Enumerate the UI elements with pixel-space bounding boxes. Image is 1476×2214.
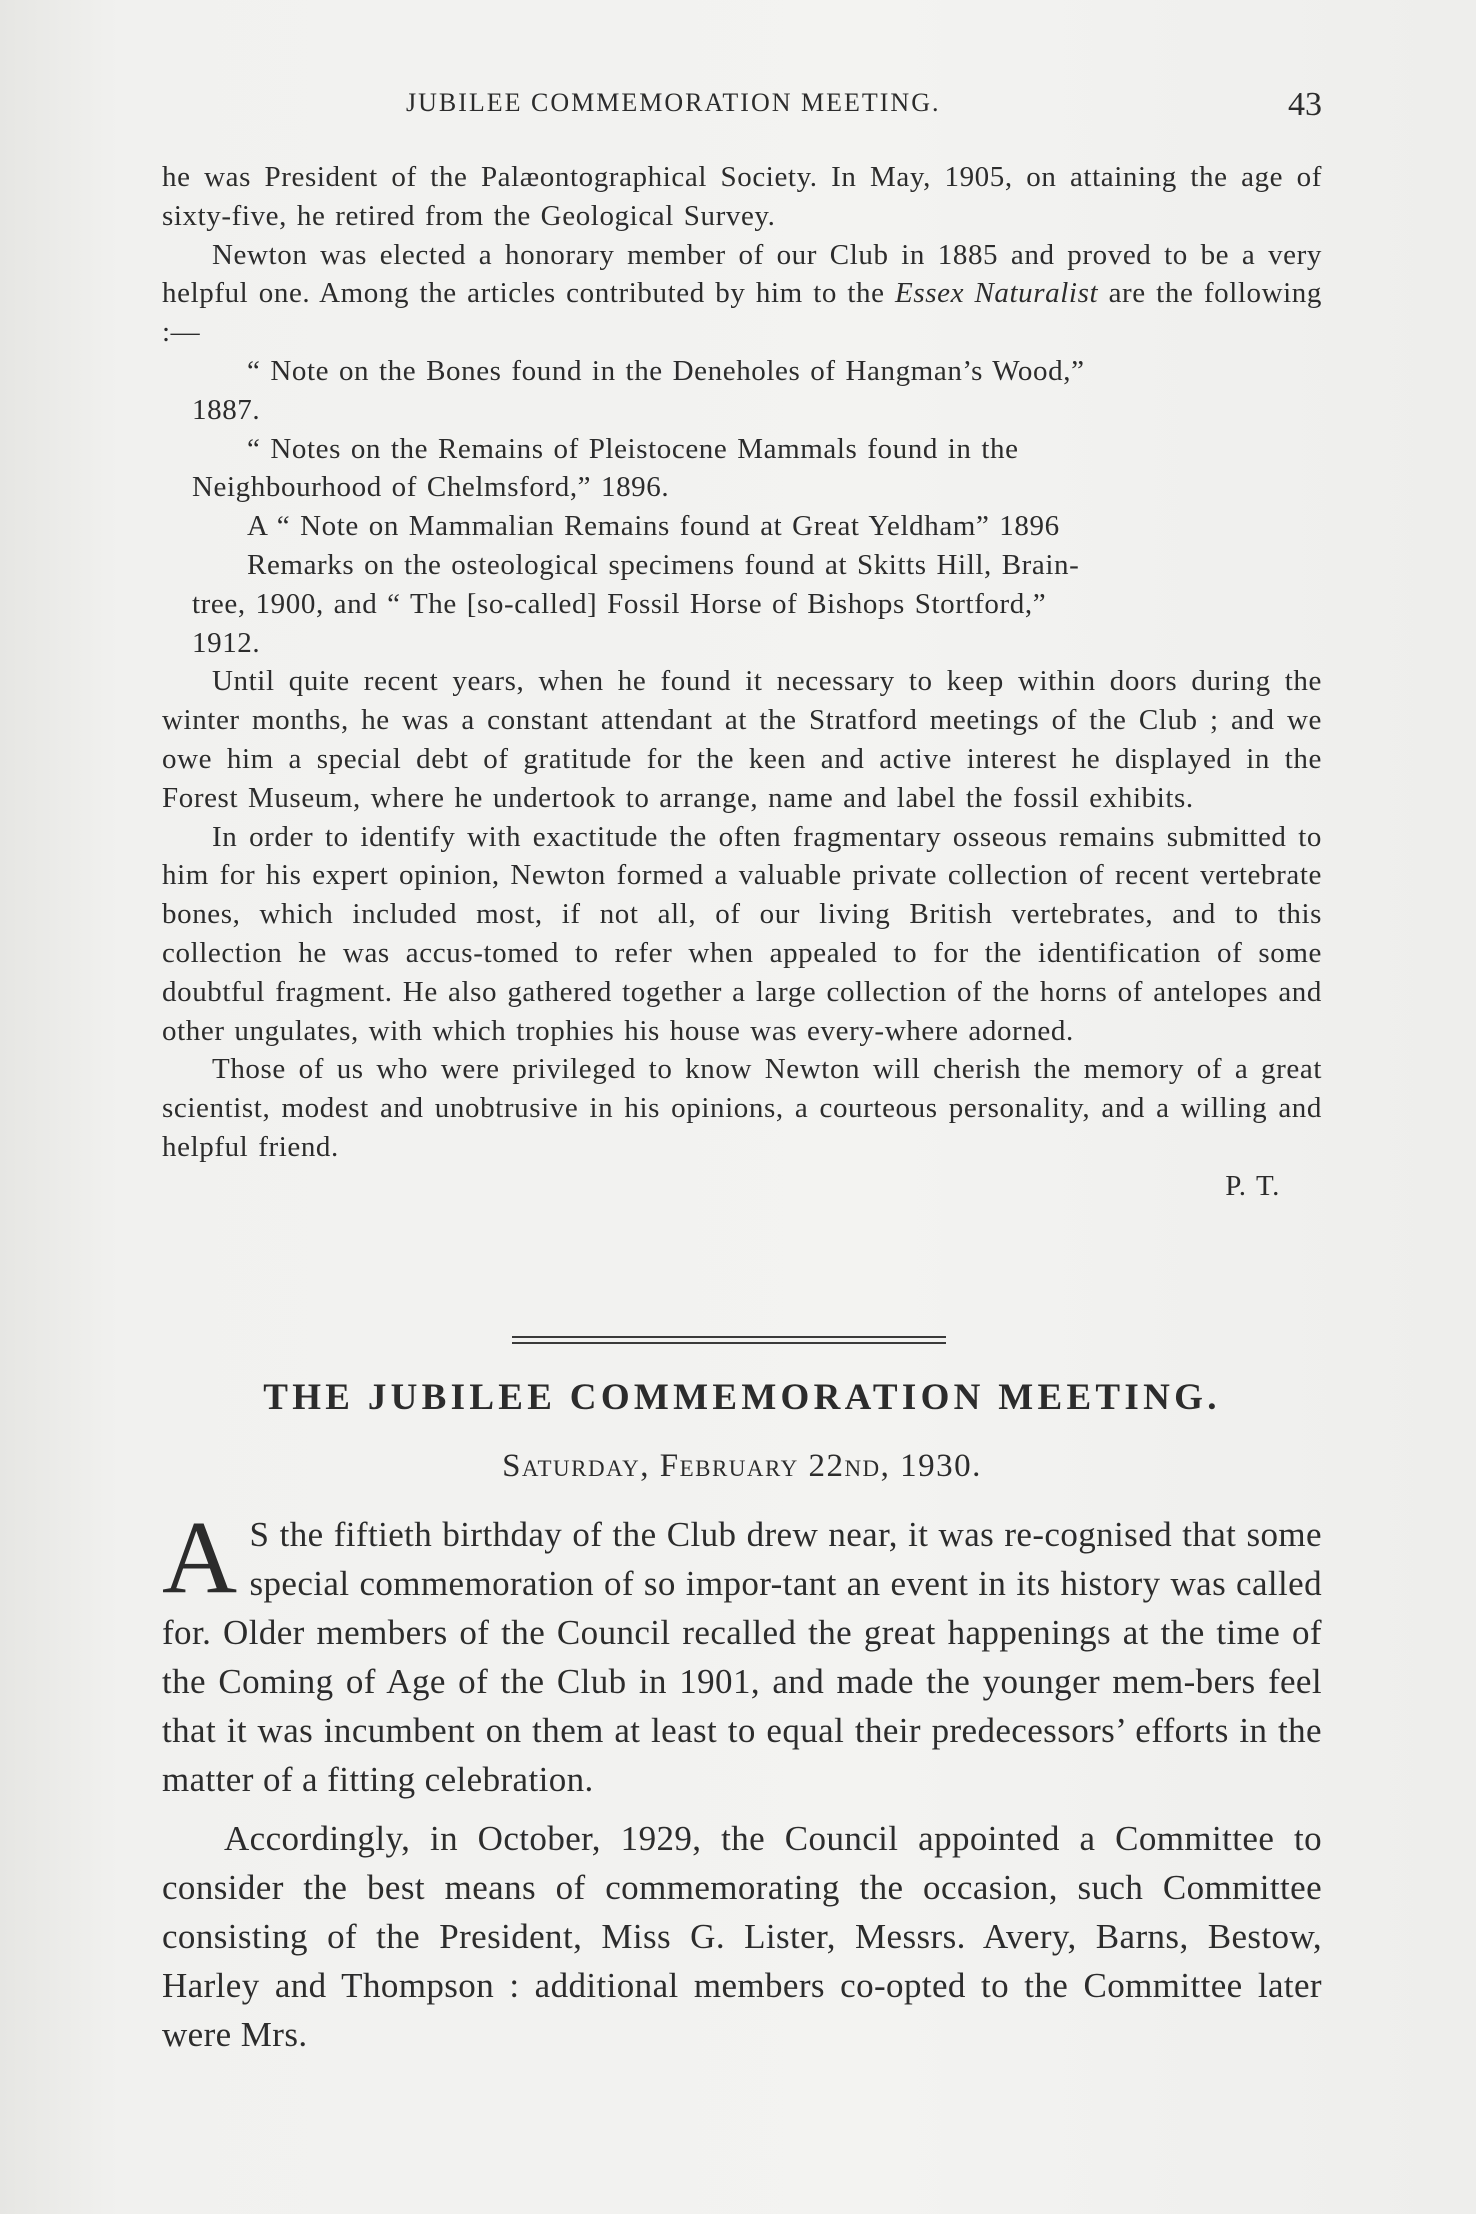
obituary-paragraph-4: In order to identify with exactitude the often fragmentary osseous remains submitted to him for his expert opinion, Newton formed a valuable private collection of recent vertebrate bones, which included most, if not all, of our living British vertebrates, and to this collection he was accus-tomed to refer when appealed to for the identification of some doubtful fragment. He also gathered together a large collection of the horns of antelopes and other ungulates, with which trophies his house was every-where adorned. — [162, 820, 1322, 1047]
section-paragraph-1-text: S the fiftieth birthday of the Club drew near, it was re-cognised that some special commemoration of so impor-tant an event in its history was called for. Older members of the Council recalled the great happenings at the time of the Coming of Age of the Club in 1901, and made the younger mem-bers feel that it was incumbent on them at least to equal their predecessors’ efforts in the matter of a fitting celebration. — [162, 1515, 1322, 1799]
obituary-paragraph-3: Until quite recent years, when he found it necessary to keep within doors during the winter months, he was a constant attendant at the Stratford meetings of the Club ; and we owe him a special debt of gratitude for the keen and active interest he displayed in the Forest Museum, where he undertook to arrange, name and label the fossil exhibits. — [162, 665, 1322, 814]
obituary-paragraph-1: he was President of the Palæontographical Society. In May, 1905, on attaining the age of sixty-five, he retired from the Geological Survey. — [162, 161, 1322, 232]
reference-4-line-2: tree, 1900, and “ The [so-called] Fossil Horse of Bishops Stortford,” — [192, 587, 1047, 620]
reference-1-line-2: 1887. — [192, 393, 261, 426]
section-date: Saturday, February 22nd, 1930. — [502, 1448, 982, 1484]
section-paragraph-2: Accordingly, in October, 1929, the Council appointed a Committee to consider the best means of commemorating the occasion, such Committee consisting of the President, Miss G. Lister, Messrs. Avery, Barns, Bestow, Harley and Thompson : additional members co-opted to the Committee later were Mrs. — [162, 1819, 1322, 2054]
obituary-paragraph-5: Those of us who were privileged to know Newton will cherish the memory of a great scientist, modest and unobtrusive in his opinions, a courteous personality, and a willing and helpful friend. — [162, 1053, 1322, 1163]
obituary-paragraph-2-start: Newton was elected a honorary member of our Club in 1885 and proved to be a very helpful one. Among the articles contributed by him to the — [162, 238, 1322, 310]
reference-3: A “ Note on Mammalian Remains found at Great Yeldham” 1896 — [247, 510, 1060, 543]
journal-title: Essex Naturalist — [895, 277, 1099, 310]
obituary-paragraph-2-end: are the following :— — [162, 277, 1323, 349]
reference-4-line-3: 1912. — [192, 626, 261, 659]
section-title: THE JUBILEE COMMEMORATION MEETING. — [263, 1377, 1221, 1418]
reference-2-line-1: “ Notes on the Remains of Pleistocene Mammals found in the — [247, 432, 1019, 465]
section-text — [162, 1500, 1322, 2059]
reference-2-line-2: Neighbourhood of Chelmsford,” 1896. — [192, 471, 670, 504]
running-head: JUBILEE COMMEMORATION MEETING. — [406, 88, 941, 117]
section-divider — [512, 1336, 946, 1346]
page-number: 43 — [1288, 86, 1322, 123]
obituary-paragraph-2 — [162, 236, 1322, 352]
reference-1-line-1: “ Note on the Bones found in the Deneholes of Hangman’s Wood,” — [247, 354, 1085, 387]
author-signature: P. T. — [1225, 1169, 1280, 1202]
page-header — [162, 88, 1322, 134]
drop-cap: A — [162, 1500, 238, 1615]
obituary-text — [162, 158, 1322, 1206]
reference-4-line-1: Remarks on the osteological specimens found at Skitts Hill, Brain- — [247, 548, 1080, 581]
section-paragraph-1 — [162, 1500, 1322, 1804]
